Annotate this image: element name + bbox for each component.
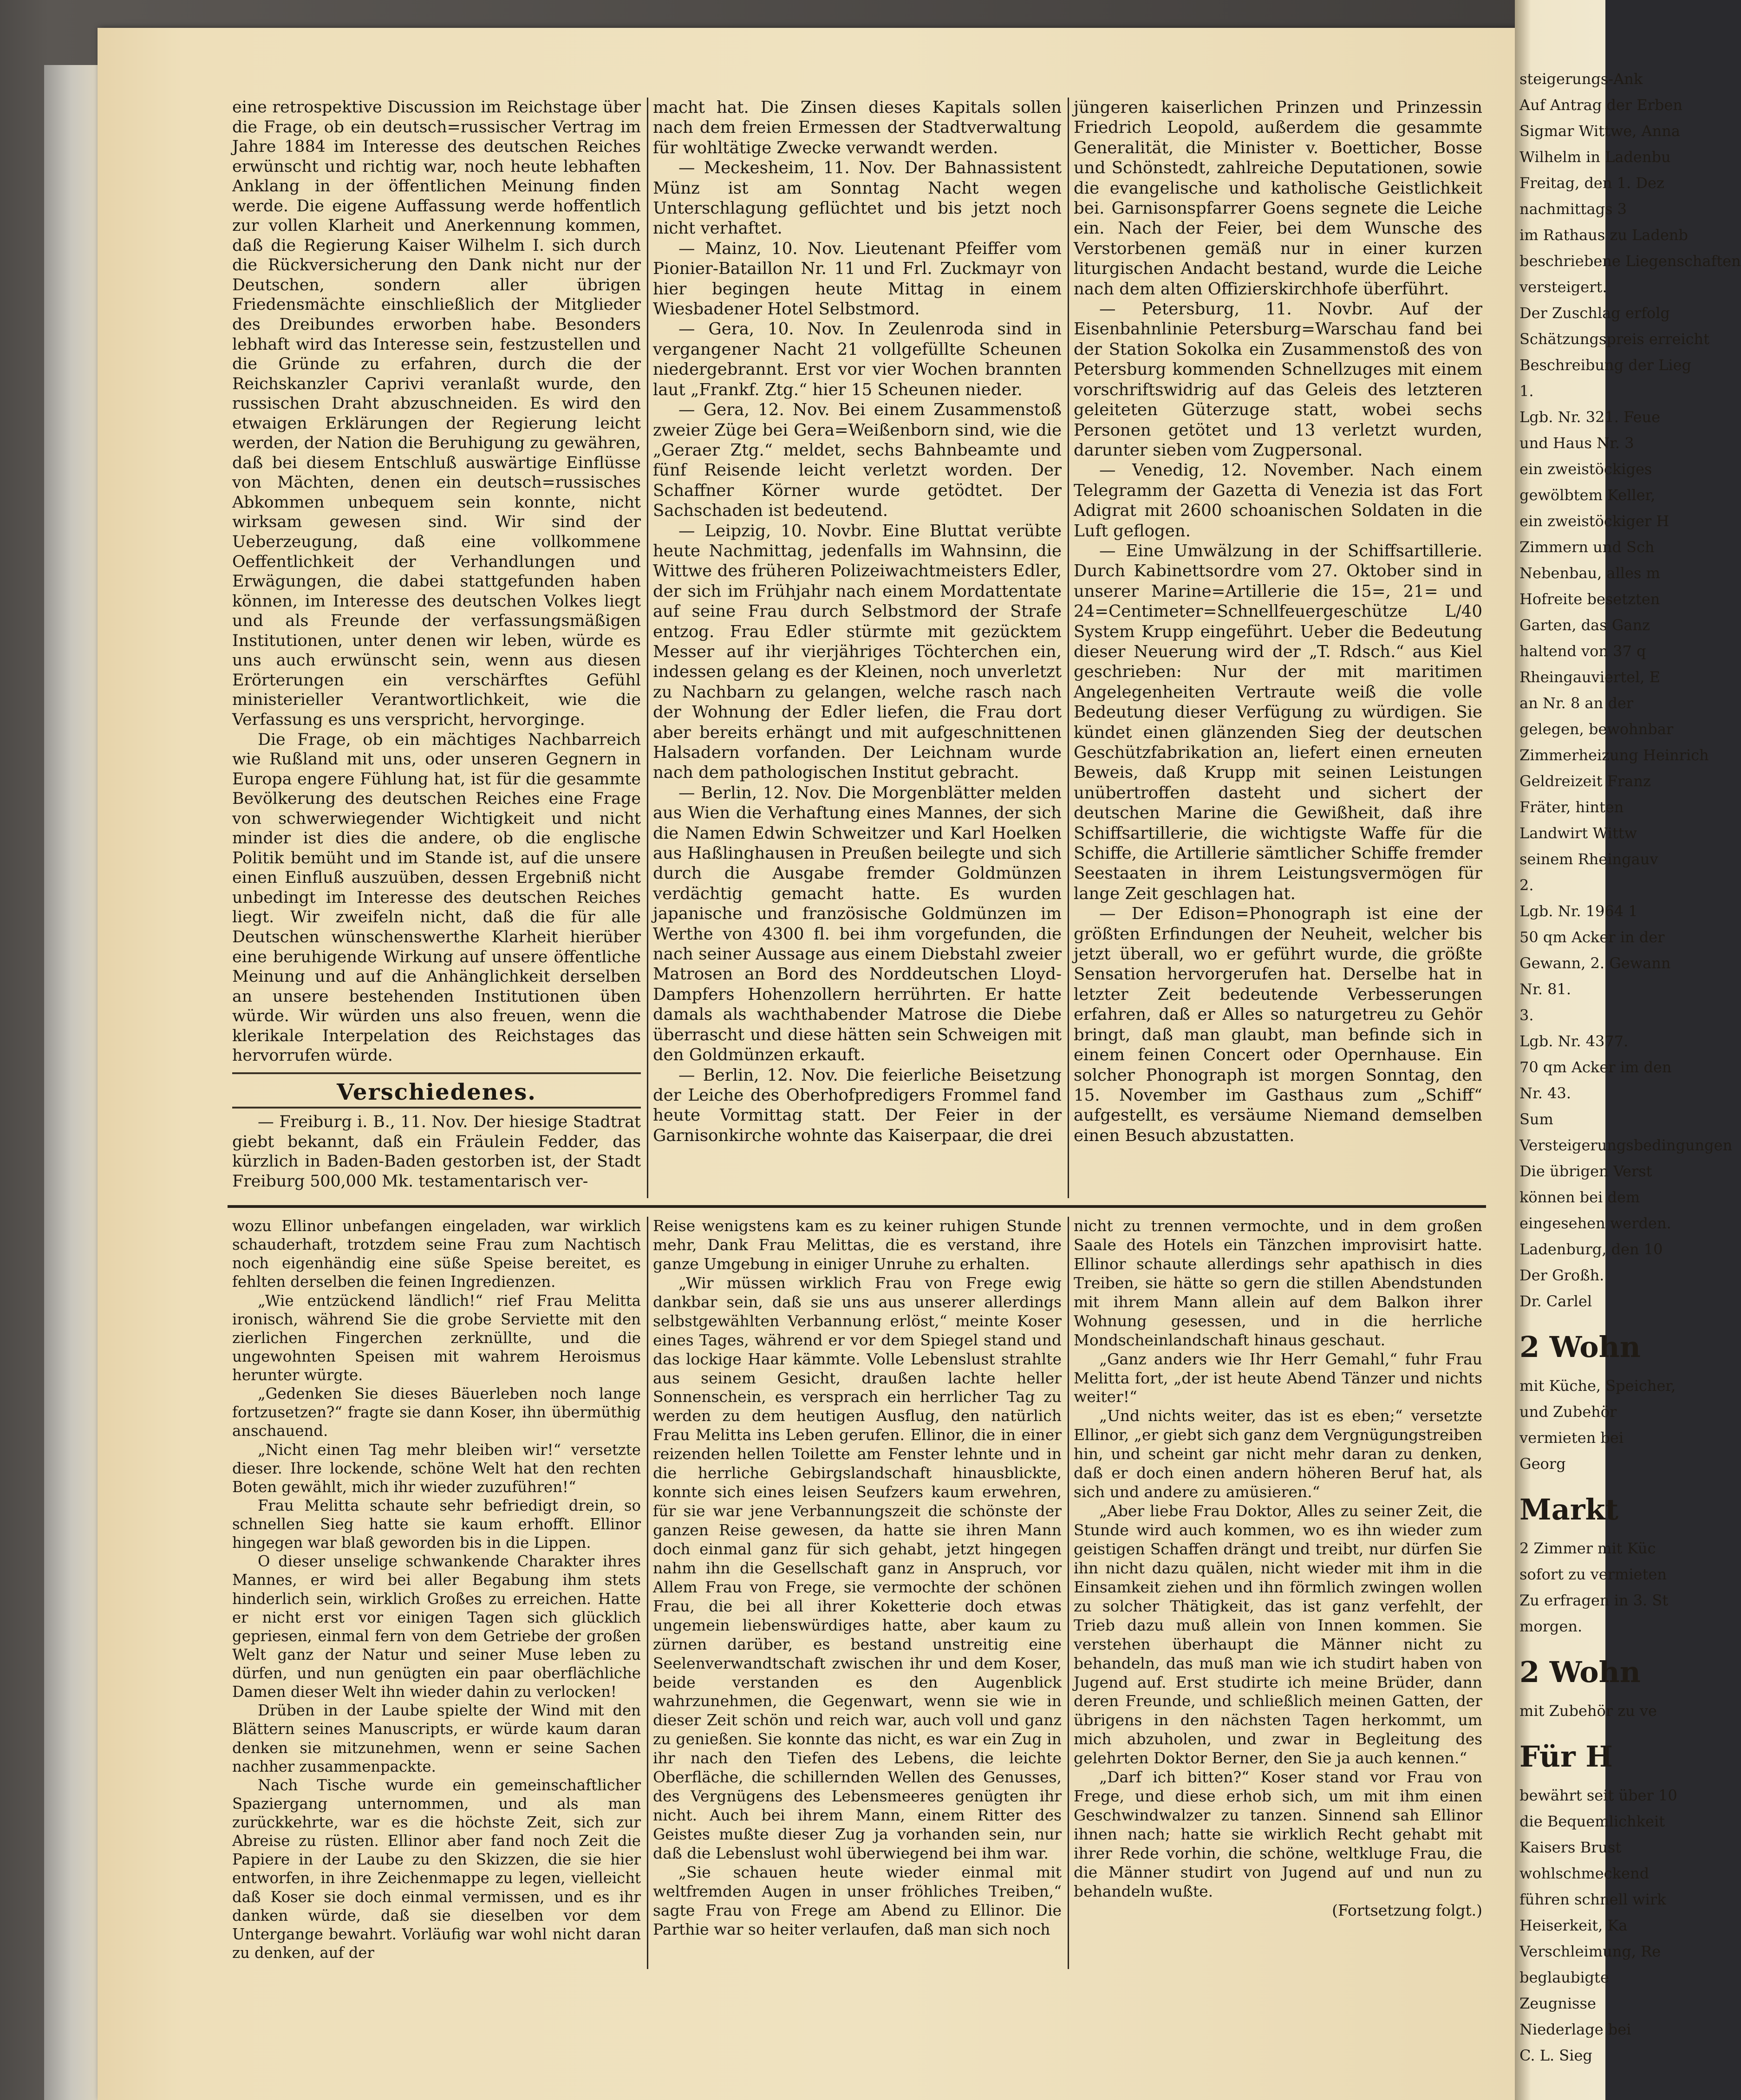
adjacent-page-text-fragment: Sigmar Wittwe, Anna <box>1519 122 1680 140</box>
adjacent-page-text-fragment: 1. <box>1519 382 1534 400</box>
upper-column-2 <box>653 98 1062 1146</box>
adjacent-page-text-fragment: sofort zu vermieten <box>1519 1565 1667 1583</box>
adjacent-page-text-fragment: gelegen, bewohnbar <box>1519 720 1674 738</box>
story-paragraph: Reise wenigstens kam es zu keiner ruhigen Stunde mehr, Dank Frau Melittas, die es verstand, ihre ganze Umgebung in einiger Unruhe zu erhalten. <box>653 1217 1062 1273</box>
adjacent-page-text-fragment: mit Zubehör zu ve <box>1519 1702 1657 1720</box>
adjacent-page-text-fragment: beglaubigte <box>1519 1969 1609 1986</box>
adjacent-page-text-fragment: Wilhelm in Ladenbu <box>1519 148 1671 166</box>
adjacent-page-text-fragment: Zu erfragen in 3. St <box>1519 1591 1669 1609</box>
adjacent-page-text-fragment: an Nr. 8 an der <box>1519 694 1634 712</box>
news-item-petersburg: — Petersburg, 11. Novbr. Auf der Eisenbahnlinie Petersburg=Warschau fand bei der Station Sokolka ein Zusammenstoß des von Petersburg kommenden Schnellzuges mit einem vorschriftswidrig auf das Geleis des letzteren geleiteten Güterzuge statt, wobei sechs Personen getötet und 13 verletzt wurden, darunter sieben vom Zugpersonal. <box>1074 300 1482 460</box>
section-rule-top <box>232 1072 641 1074</box>
adjacent-page-text-fragment: 2 Wohn <box>1519 1330 1641 1364</box>
adjacent-page-text-fragment: ein zweistöckiges <box>1519 460 1652 478</box>
news-item: jüngeren kaiserlichen Prinzen und Prinzessin Friedrich Leopold, außerdem die gesammte Generalität, die Minister v. Boetticher, Bosse und Schönstedt, zahlreiche Deputationen, sowie die evangelische und katholische Geistlichkeit bei. Garnisonspfarrer Goens segnete die Leiche ein. Nach der Feier, bei dem Wunsche des Verstorbenen gemäß nur in einer kurzen liturgischen Andacht bestand, wurde die Leiche nach dem alten Offizierskirchhofe überführt. <box>1074 98 1482 299</box>
adjacent-page-text-fragment: 70 qm Acker im den <box>1519 1058 1672 1076</box>
section-title-verschiedenes: Verschiedenes. <box>337 1079 536 1105</box>
adjacent-page-text-fragment: eingesehen werden. <box>1519 1214 1671 1232</box>
feuilleton-separator-rule <box>228 1205 1486 1208</box>
adjacent-page-text-fragment: ein zweistöckiger H <box>1519 512 1669 530</box>
story-paragraph: O dieser unselige schwankende Charakter ihres Mannes, er wird bei aller Begabung ihm stets hinderlich sein, wirklich Großes zu erreichen. Hatte er nicht erst vor einigen Tagen sich glücklich gepriesen, einmal fern von dem Getriebe der großen Welt ganz der Natur und seiner Muse leben zu dürfen, und nun genügten ein paar oberflächliche Damen dieser Welt ihn wieder dahin zu verlocken! <box>232 1552 641 1701</box>
adjacent-page-text-fragment: Gewann, 2. Gewann <box>1519 954 1671 972</box>
adjacent-page-text-fragment: Nr. 81. <box>1519 980 1571 998</box>
adjacent-page-text-fragment: Zeugnisse <box>1519 1995 1596 2012</box>
adjacent-page-text-fragment: versteigert. <box>1519 278 1607 296</box>
news-item-gera-2: — Gera, 12. Nov. Bei einem Zusammenstoß zweier Züge bei Gera=Weißenborn sind, wie die „Geraer Ztg.“ meldet, sechs Bahnbeamte und fünf Reisende leicht verletzt worden. Der Schaffner Körner wurde getödtet. Der Sachschaden ist bedeutend. <box>653 400 1062 521</box>
adjacent-page-text-fragment: C. L. Sieg <box>1519 2047 1592 2064</box>
adjacent-page-text-fragment: haltend von 37 q <box>1519 642 1646 660</box>
adjacent-page-text-fragment: Garten, das Ganz <box>1519 616 1650 634</box>
story-paragraph: „Ganz anders wie Ihr Herr Gemahl,“ fuhr Frau Melitta fort, „der ist heute Abend Tänzer und nichts weiter!“ <box>1074 1350 1482 1406</box>
adjacent-page-text-fragment: Die übrigen Verst <box>1519 1162 1652 1180</box>
news-item-meckesheim: — Meckesheim, 11. Nov. Der Bahnassistent Münz ist am Sonntag Nacht wegen Unterschlagung geflüchtet und bis jetzt noch nicht verhaftet. <box>653 158 1062 238</box>
adjacent-page-text-fragment: steigerungs-Ank <box>1519 70 1643 88</box>
section-rule-bottom <box>232 1107 641 1109</box>
adjacent-page-text-fragment: seinem Rheingauv <box>1519 850 1658 868</box>
adjacent-page-text-fragment: Landwirt Wittw <box>1519 824 1637 842</box>
story-paragraph: wozu Ellinor unbefangen eingeladen, war wirklich schauderhaft, trotzdem seine Frau zum Nachtisch noch eigenhändig eine süße Speise bereitet, es fehlten derselben die feinen Ingredienzen. <box>232 1217 641 1291</box>
adjacent-page-text-fragment: Schätzungspreis erreicht <box>1519 330 1710 348</box>
adjacent-page-text-fragment: Dr. Carlel <box>1519 1292 1592 1310</box>
story-paragraph: Frau Melitta schaute sehr befriedigt drein, so schnellen Sieg hatte sie kaum erhofft. Ellinor hingegen war blaß geworden bis in die Lippen. <box>232 1496 641 1552</box>
adjacent-page-text-fragment: 2 Wohn <box>1519 1655 1641 1689</box>
adjacent-page-text-fragment: im Rathaus zu Ladenb <box>1519 226 1688 244</box>
adjacent-page-text-fragment: Zimmerheizung Heinrich <box>1519 746 1709 764</box>
adjacent-page-text-fragment: Freitag, den 1. Dez <box>1519 174 1664 192</box>
adjacent-page-text-fragment: mit Küche, Speicher, <box>1519 1377 1676 1395</box>
adjacent-page-text-fragment: Beschreibung der Lieg <box>1519 356 1692 374</box>
story-paragraph: „Gedenken Sie dieses Bäuerleben noch lange fortzusetzen?“ fragte sie dann Koser, ihn übermüthig anschauend. <box>232 1385 641 1440</box>
adjacent-page-text-fragment: Versteigerungsbedingungen <box>1519 1136 1733 1154</box>
adjacent-page-fragment <box>1515 0 1741 2100</box>
story-paragraph: „Sie schauen heute wieder einmal mit weltfremden Augen in unser fröhliches Treiben,“ sagte Frau von Frege am Abend zu Ellinor. Die Parthie war so heiter verlaufen, daß man sich noch <box>653 1863 1062 1938</box>
adjacent-page-text-fragment: 50 qm Acker in der <box>1519 928 1665 946</box>
adjacent-page-text-fragment: Hofreite besetzten <box>1519 590 1660 608</box>
story-paragraph: „Darf ich bitten?“ Koser stand vor Frau von Frege, und diese erhob sich, um mit ihm einen Geschwindwalzer zu tanzen. Sinnend sah Ellinor ihnen nach; hatte sie wirklich Recht gehabt mit ihrer Rede vorhin, die schöne, weltkluge Frau, die die Männer studirt von Jugend auf und nun zu behandeln wußte. <box>1074 1768 1482 1900</box>
adjacent-page-text-fragment: Rheingauviertel, E <box>1519 668 1660 686</box>
adjacent-page-text-fragment: Niederlage bei <box>1519 2021 1631 2038</box>
news-item-leipzig: — Leipzig, 10. Novbr. Eine Bluttat verübte heute Nachmittag, jedenfalls im Wahnsinn, die Wittwe des früheren Polizeiwachtmeisters Edler, der sich im Frühjahr nach einem Mordattentate auf seine Frau durch Selbstmord der Strafe entzog. Frau Edler stürmte mit gezücktem Messer auf ihr vierjähriges Töchterchen ein, indessen gelang es der Kleinen, noch unverletzt zu Nachbarn zu gelangen, welche rasch nach der Wohnung der Edler liefen, die Frau dort aber bereits erhängt und mit aufgeschnittenen Halsadern vorfanden. Der Leichnam wurde nach dem pathologischen Institut gebracht. <box>653 521 1062 783</box>
news-item-berlin: — Berlin, 12. Nov. Die Morgenblätter melden aus Wien die Verhaftung eines Mannes, der sich die Namen Edwin Schweitzer und Karl Hoelken aus Haßlinghausen in Preußen beilegte und sich durch die Ausgabe fremder Goldmünzen verdächtig gemacht hatte. Es wurden japanische und französische Goldmünzen im Werthe von 4300 fl. bei ihm vorgefunden, die nach seiner Aussage aus einem Diebstahl zweier Matrosen an Bord des Norddeutschen Lloyd-Dampfers Hohenzollern herrührten. Er hatte damals als wachthabender Matrose die Diebe überrascht und diese hätten sein Schweigen mit den Goldmünzen erkauft. <box>653 783 1062 1065</box>
feuilleton-column-2 <box>653 1217 1062 1939</box>
adjacent-page-text-fragment: 2 Zimmer mit Küc <box>1519 1539 1656 1557</box>
story-paragraph: „Wie entzückend ländlich!“ rief Frau Melitta ironisch, während Sie die grobe Serviette mit den zierlichen Fingerchen zerknüllte, und die ungewohnten Speisen mit wahrem Heroismus herunter würgte. <box>232 1291 641 1384</box>
adjacent-page-text-fragment: Geldreizeit Franz <box>1519 772 1651 790</box>
adjacent-page-text-fragment: Der Zuschlag erfolg <box>1519 304 1670 322</box>
adjacent-page-text-fragment: morgen. <box>1519 1617 1583 1635</box>
adjacent-page-text-fragment: Fräter, hinten <box>1519 798 1624 816</box>
adjacent-page-text-fragment: Lgb. Nr. 1964 1 <box>1519 902 1638 920</box>
upper-column-1 <box>232 98 641 1192</box>
column-divider <box>1068 98 1069 1198</box>
news-item-berlin-2: — Berlin, 12. Nov. Die feierliche Beisetzung der Leiche des Oberhofpredigers Frommel fand heute Vormittag statt. Der Feier in der Garnisonkirche wohnte das Kaiserpaar, die drei <box>653 1065 1062 1145</box>
adjacent-page-text-fragment: Kaisers Brust <box>1519 1839 1622 1856</box>
adjacent-page-text-fragment: Sum <box>1519 1110 1553 1128</box>
story-paragraph: „Und nichts weiter, das ist es eben;“ versetzte Ellinor, „er giebt sich ganz dem Vergnügungstreiben hin, und scheint gar nicht mehr daran zu denken, daß er doch einen andern höheren Beruf hat, als sich und andere zu amüsieren.“ <box>1074 1407 1482 1501</box>
continued-note: (Fortsetzung folgt.) <box>1332 1901 1482 1919</box>
news-item-phonograph: — Der Edison=Phonograph ist eine der größten Erfindungen der Neuheit, welcher bis jetzt überall, wo er geführt wurde, die größte Sensation hervorgerufen hat. Derselbe hat in letzter Zeit bedeutende Verbesserungen erfahren, daß er Alles so naturgetreu zu Gehör bringt, daß man glaubt, man befinde sich in einem feinen Concert oder Opernhause. Ein solcher Phonograph ist morgen Sonntag, den 15. November im Gasthaus zum „Schiff“ aufgestellt, es versäume Niemand demselben einen Besuch abzustatten. <box>1074 904 1482 1145</box>
adjacent-page-text-fragment: wohlschmeckend <box>1519 1865 1650 1882</box>
column-divider <box>647 1217 648 1969</box>
upper-column-3 <box>1074 98 1482 1146</box>
news-item-gera: — Gera, 10. Nov. In Zeulenroda sind in vergangener Nacht 21 vollgefüllte Scheunen niedergebrannt. Erst vor vier Wochen brannten laut „Frankf. Ztg.“ hier 15 Scheunen nieder. <box>653 320 1062 399</box>
feuilleton-column-3 <box>1074 1217 1482 1920</box>
column-divider <box>647 98 648 1198</box>
adjacent-page-text-fragment: und Zubehör <box>1519 1403 1617 1421</box>
news-item-schiffsartillerie: — Eine Umwälzung in der Schiffsartillerie. Durch Kabinettsordre vom 27. Oktober sind in unserer Marine=Artillerie die 15=, 21= und 24=Centimeter=Schnellfeuergeschütze L/40 System Krupp eingeführt. Ueber die Bedeutung dieser Neuerung wird der „T. Rdsch.“ aus Kiel geschrieben: Nur der mit maritimen Angelegenheiten Vertraute weiß die volle Bedeutung dieser Verfügung zu würdigen. Sie kündet einen glänzenden Sieg der deutschen Geschützfabrikation an, liefert einen erneuten Beweis, daß Krupp mit seinen Leistungen unübertroffen dasteht und sichert der deutschen Marine die Gewißheit, daß ihre Schiffsartillerie, die wichtigste Waffe für die Schiffe, die Artillerie sämtlicher Schiffe fremder Seestaaten in ihrem Leistungsvermögen für lange Zeit geschlagen hat. <box>1074 541 1482 903</box>
adjacent-page-text-fragment: Nr. 43. <box>1519 1084 1571 1102</box>
story-paragraph: „Wir müssen wirklich Frau von Frege ewig dankbar sein, daß sie uns aus unserer allerdings selbstgewählten Verbannung erlöst,“ meinte Koser eines Tages, während er vor dem Spiegel stand und das lockige Haar kämmte. Volle Lebenslust strahlte aus seinem Gesicht, draußen lachte heller Sonnenschein, es versprach ein herrlicher Tag zu werden zu dem heutigen Ausflug, den natürlich Frau Melitta ins Leben gerufen. Ellinor, die in einer reizenden hellen Toilette am Fenster lehnte und in die herrliche Gebirgslandschaft hinausblickte, konnte sich eines leisen Seufzers kaum erwehren, für sie war jene Verbannungszeit die schönste der ganzen Reise gewesen, da hatte sie ihren Mann doch einmal ganz für sich gehabt, jetzt hingegen nahm ihn die Gesellschaft ganz in Anspruch, vor Allem Frau von Frege, sie vermochte der schönen Frau, die bei all ihrer Koketterie doch etwas ungemein liebenswürdiges hatte, aber kaum zu zürnen darüber, es bestand unstreitig eine Seelenverwandtschaft zwischen ihr und dem Koser, beide verstanden es den Augenblick wahrzunehmen, die Gegenwart, wenn sie wie in dieser Zeit schön und reich war, auch voll und ganz zu genießen. Sie konnte das nicht, es war ein Zug in ihr nach den Tiefen des Lebens, die leichte Oberfläche, die schillernden Wellen des Genusses, des Vergnügens des Lebensmeeres genügten ihr nicht. Auch bei ihrem Mann, einem Ritter des Geistes mußte dieser Zug ja vorhanden sein, nur daß die Lebenslust wohl überwiegend bei ihm war. <box>653 1273 1062 1862</box>
adjacent-page-text-fragment: und Haus Nr. 3 <box>1519 434 1634 452</box>
adjacent-page-text-fragment: gewölbtem Keller, <box>1519 486 1656 504</box>
adjacent-page-text-fragment: Heiserkeit, Ka <box>1519 1917 1628 1934</box>
adjacent-page-text-fragment: Für H <box>1519 1740 1613 1774</box>
adjacent-page-text-fragment: Lgb. Nr. 321. Feue <box>1519 408 1661 426</box>
article-paragraph: eine retrospektive Discussion im Reichstage über die Frage, ob ein deutsch=russischer Vertrag im Jahre 1884 im Interesse des deutschen Reiches erwünscht und richtig war, noch heute lebhaften Anklang in der öffentlichen Meinung finden werde. Die eigene Auffassung werde hoffentlich zur vollen Klarheit und Anerkennung kommen, daß die Regierung Kaiser Wilhelm I. sich durch die Rückversicherung den Dank nicht nur der Deutschen, sondern aller übrigen Friedensmächte einschließlich der Mitglieder des Dreibundes erworben habe. Besonders lebhaft wird das Interesse sein, festzustellen und die Gründe zu erfahren, durch die der Reichskanzler Caprivi veranlaßt wurde, den russischen Draht abzuschneiden. Es wird den etwaigen Erklärungen der Regierung leicht werden, der Nation die Beruhigung zu gewähren, daß bei diesem Entschluß auswärtige Einflüsse von Mächten, denen ein deutsch=russisches Abkommen unbequem sein konnte, nicht wirksam gewesen sind. Wir sind der Ueberzeugung, daß eine vollkommene Oeffentlichkeit der Verhandlungen und Erwägungen, die dabei stattgefunden haben können, im Interesse des deutschen Volkes liegt und als Freunde der verfassungsmäßigen Institutionen, unter denen wir leben, würde es uns auch erwünscht sein, wenn aus diesen Erörterungen ein verschärftes Gefühl ministerieller Verantwortlichkeit, wie die Verfassung es uns verspricht, hervorginge. <box>232 98 641 729</box>
adjacent-page-text-fragment: 2. <box>1519 876 1534 894</box>
adjacent-page-text-fragment: Markt <box>1519 1493 1619 1526</box>
newspaper-page <box>98 28 1519 2100</box>
adjacent-page-text-fragment: führen schnell wirk <box>1519 1891 1666 1908</box>
adjacent-page-text-fragment: Auf Antrag der Erben <box>1519 96 1682 114</box>
adjacent-page-text-fragment: Verschleimung, Re <box>1519 1943 1661 1960</box>
book-binding-edge <box>44 65 104 2100</box>
adjacent-page-text-fragment: Der Großh. <box>1519 1266 1604 1284</box>
adjacent-page-text-fragment: bewährt seit über 10 <box>1519 1787 1677 1804</box>
adjacent-page-text-fragment: Ladenburg, den 10 <box>1519 1240 1663 1258</box>
adjacent-page-text-fragment: Zimmern und Sch <box>1519 538 1655 556</box>
story-paragraph: nicht zu trennen vermochte, und in dem großen Saale des Hotels ein Tänzchen improvisirt hatte. Ellinor schaute allerdings sehr apathisch in dies Treiben, sie hätte so gern die stillen Abendstunden mit ihrem Mann allein auf dem Balkon ihrer Wohnung gesessen, und in die herrliche Mondscheinlandschaft hinaus geschaut. <box>1074 1217 1482 1349</box>
adjacent-page-text-fragment: können bei dem <box>1519 1188 1640 1206</box>
adjacent-page-text-fragment: Nebenbau, alles m <box>1519 564 1660 582</box>
feuilleton-column-1 <box>232 1217 641 1962</box>
adjacent-page-text-fragment: die Bequemlichkeit <box>1519 1813 1665 1830</box>
news-item-freiburg: — Freiburg i. B., 11. Nov. Der hiesige Stadtrat giebt bekannt, daß ein Fräulein Fedder, das kürzlich in Baden-Baden gestorben ist, der Stadt Freiburg 500,000 Mk. testamentarisch ver- <box>232 1113 641 1191</box>
adjacent-page-text-fragment: Georg <box>1519 1455 1566 1473</box>
adjacent-page-text-fragment: 3. <box>1519 1006 1534 1024</box>
story-paragraph: „Nicht einen Tag mehr bleiben wir!“ versetzte dieser. Ihre lockende, schöne Welt hat den rechten Boten gewählt, mich ihr wieder zuzuführen!“ <box>232 1441 641 1496</box>
story-paragraph: Nach Tische wurde ein gemeinschaftlicher Spaziergang unternommen, und als man zurückkehrte, war es die höchste Zeit, sich zur Abreise zu rüsten. Ellinor aber fand noch Zeit die Papiere in der Laube zu den Skizzen, die sie hier entworfen, in ihre Zeichenmappe zu legen, vielleicht daß Koser sie doch einmal vermissen, und es ihr danken würde, daß sie dieselben vor dem Untergange bewahrt. Vorläufig war wohl nicht daran zu denken, auf der <box>232 1776 641 1962</box>
story-paragraph: Drüben in der Laube spielte der Wind mit den Blättern seines Manuscripts, er würde kaum daran denken sie mitzunehmen, wenn er seine Sachen nachher zusammenpackte. <box>232 1702 641 1775</box>
article-paragraph: Die Frage, ob ein mächtiges Nachbarreich wie Rußland mit uns, oder unseren Gegnern in Europa engere Fühlung hat, ist für die gesammte Bevölkerung des deutschen Reiches eine Frage von schwerwiegender Wichtigkeit und nicht minder ist dies die andere, ob die englische Politik bemüht und im Stande ist, auf die unsere einen Einfluß auszuüben, dessen Ergebniß nicht unbedingt im Interesse des deutschen Reiches liegt. Wir zweifeln nicht, daß die für alle Deutschen wünschenswerthe Klarheit hierüber eine beruhigende Wirkung auf unsere öffentliche Meinung und auf die Anhänglichkeit derselben an unsere bestehenden Institutionen üben würde. Wir würden uns also freuen, wenn die klerikale Interpelation des Reichstages das hervorrufen würde. <box>232 730 641 1065</box>
adjacent-page-text-fragment: Lgb. Nr. 4377. <box>1519 1032 1629 1050</box>
adjacent-page-text-fragment: nachmittags 3 <box>1519 200 1627 218</box>
news-item-venedig: — Venedig, 12. November. Nach einem Telegramm der Gazetta di Venezia ist das Fort Adigrat mit 2600 schoanischen Soldaten in die Luft geflogen. <box>1074 461 1482 541</box>
adjacent-page-text-fragment: vermieten bei <box>1519 1429 1624 1447</box>
news-item-mainz: — Mainz, 10. Nov. Lieutenant Pfeiffer vom Pionier-Bataillon Nr. 11 und Frl. Zuckmayr von hier begingen heute Mittag in einem Wiesbadener Hotel Selbstmord. <box>653 239 1062 319</box>
news-item: macht hat. Die Zinsen dieses Kapitals sollen nach dem freien Ermessen der Stadtverwaltung für wohltätige Zwecke verwandt werden. <box>653 98 1062 157</box>
adjacent-page-text-fragment: beschriebene Liegenschaften <box>1519 252 1741 270</box>
story-paragraph: „Aber liebe Frau Doktor, Alles zu seiner Zeit, die Stunde wird auch kommen, wo es ihn wieder zum geistigen Schaffen drängt und treibt, nur dürfen Sie ihn nicht dazu quälen, nicht wieder mit ihm in die Einsamkeit ziehen und ihn förmlich zwingen wollen zu solcher Thätigkeit, das ist ganz verfehlt, der Trieb dazu muß allein von Innen kommen. Sie verstehen überhaupt die Männer nicht zu behandeln, das muß man wie ich studirt haben von Jugend auf. Erst studirte ich meine Brüder, dann deren Freunde, und schließlich meinen Gatten, der übrigens in den nächsten Tagen herkommt, um mich abzuholen, und zwar in Begleitung des gelehrten Doktor Berner, den Sie ja auch kennen.“ <box>1074 1502 1482 1767</box>
column-divider <box>1068 1217 1069 1969</box>
